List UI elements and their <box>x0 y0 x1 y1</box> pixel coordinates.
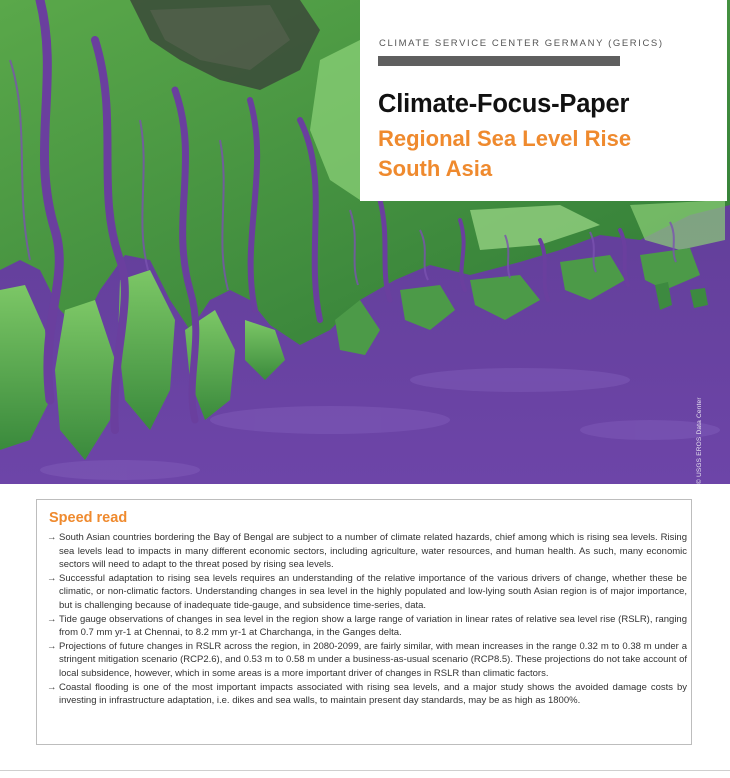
speed-read-box <box>36 499 692 745</box>
arrow-right-icon: → <box>47 613 57 625</box>
arrow-right-icon: → <box>47 532 57 543</box>
page-subtitle <box>378 124 718 184</box>
subtitle-line-1: Regional Sea Level Rise <box>378 126 632 151</box>
photo-credit: © USGS EROS Data Center <box>696 397 703 484</box>
header-rule <box>378 56 620 66</box>
speed-read-list <box>47 531 687 708</box>
arrow-right-icon: → <box>47 681 57 693</box>
list-item: → South Asian countries bordering the Bay of Bengal are subject to a number of climate related hazards, chief among which is rising sea levels. Rising sea levels lead to impacts in many different economic sectors, including agriculture, water resources, and human health. As such, many economic sectors will need to adapt to the threat posed by rising sea levels. <box>47 532 687 571</box>
organization-name: CLIMATE SERVICE CENTER GERMANY (GERICS) <box>379 38 664 49</box>
list-item: → Coastal flooding is one of the most important impacts associated with rising sea levels, and a major study shows the avoided damage costs by investing in infrastructure adaptation, i.e. dikes and sea walls, to maintain present day standards, may be as high as 1800%. <box>47 681 687 707</box>
list-item: → Successful adaptation to rising sea levels requires an understanding of the relative importance of the various drivers of change, whether these be climatic, or non-climatic factors. Understanding changes in sea level in the highly populated and low-lying south Asian region is of major importance, but is challenging because of inadequate tide-gauge, and subsidence time-series, data. <box>47 572 687 611</box>
subtitle-line-2: South Asia <box>378 156 493 181</box>
page-title: Climate-Focus-Paper <box>378 90 630 118</box>
speed-read-heading: Speed read <box>49 510 128 526</box>
page-divider <box>0 770 730 771</box>
title-panel <box>360 0 727 201</box>
list-item: → Tide gauge observations of changes in sea level in the region show a large range of variation in linear rates of relative sea level rise (RSLR), ranging from 0.7 mm yr-1 at Chennai, to 8.2 mm yr-1 at Charchanga, in the Ganges delta. <box>47 613 687 639</box>
arrow-right-icon: → <box>47 572 57 584</box>
list-item: → Projections of future changes in RSLR across the region, in 2080-2099, are fairly similar, with mean increases in the range 0.32 m to 0.38 m under a stringent mitigation scenario (RCP2.6), and 0.53 m to 0.58 m under a business-as-usual scenario (RCP8.5). These projections do not take account of local subsidence, however, which in some areas is a more important driver of changes in RSLR than climatic factors. <box>47 640 687 679</box>
arrow-right-icon: → <box>47 640 57 652</box>
